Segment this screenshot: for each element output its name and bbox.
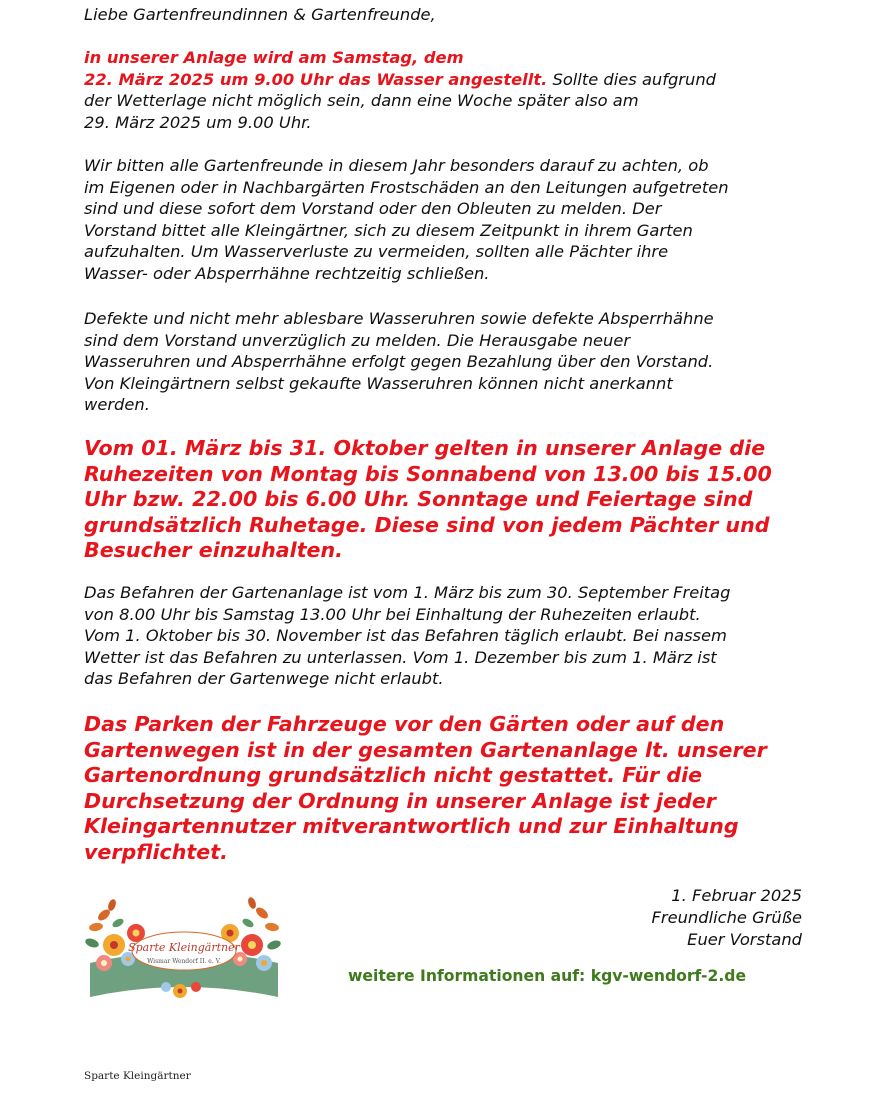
meter-line: werden.	[84, 395, 150, 415]
frost-line: sind und diese sofort dem Vorstand oder den Obleuten zu melden. Der	[84, 199, 662, 219]
meter-line: Wasseruhren und Absperrhähne erfolgt gegen Bezahlung über den Vorstand.	[84, 352, 714, 372]
signature-block	[652, 885, 802, 950]
frost-line: im Eigenen oder in Nachbargärten Frostschäden an den Leitungen aufgetreten	[84, 177, 729, 197]
driving-paragraph	[84, 582, 814, 690]
sender-name: Euer Vorstand	[687, 929, 802, 949]
driving-line: Wetter ist das Befahren zu unterlassen. Vom 1. Dezember bis zum 1. März ist	[84, 647, 717, 667]
quiet-line: Besucher einzuhalten.	[84, 538, 343, 563]
greeting: Liebe Gartenfreundinnen & Gartenfreunde,	[84, 5, 436, 24]
quiet-line: Vom 01. März bis 31. Oktober gelten in unserer Anlage die	[84, 436, 766, 460]
water-notice-line-3: der Wetterlage nicht möglich sein, dann eine Woche später also am	[84, 91, 639, 111]
frost-line: Wir bitten alle Gartenfreunde in diesem Jahr besonders darauf zu achten, ob	[84, 156, 709, 175]
driving-line: von 8.00 Uhr bis Samstag 13.00 Uhr bei Einhaltung der Ruhezeiten erlaubt.	[84, 604, 701, 624]
meter-line: Defekte und nicht mehr ablesbare Wasseruhren sowie defekte Absperrhähne	[84, 309, 714, 328]
parking-line: Durchsetzung der Ordnung in unserer Anlage ist jeder	[84, 788, 716, 813]
page-footer: Sparte Kleingärtner	[84, 1070, 191, 1082]
meter-line: Von Kleingärtnern selbst gekaufte Wasseruhren können nicht anerkannt	[84, 373, 673, 393]
frost-line: Wasser- oder Absperrhähne rechtzeitig schließen.	[84, 263, 490, 283]
parking-line: verpflichtet.	[84, 839, 228, 864]
letter-date: 1. Februar 2025	[671, 886, 802, 905]
quiet-line: Uhr bzw. 22.00 bis 6.00 Uhr. Sonntage und Feiertage sind	[84, 487, 753, 512]
water-notice-line-4: 29. März 2025 um 9.00 Uhr.	[84, 112, 312, 132]
driving-line: Vom 1. Oktober bis 30. November ist das Befahren täglich erlaubt. Bei nassem	[84, 626, 727, 646]
meter-line: sind dem Vorstand unverzüglich zu melden. Die Herausgabe neuer	[84, 330, 631, 350]
water-notice-line-2-rest: Sollte dies aufgrund	[547, 69, 716, 89]
frost-line: Vorstand bittet alle Kleingärtner, sich zu diesem Zeitpunkt in ihrem Garten	[84, 220, 693, 240]
parking-line: Kleingartennutzer mitverantwortlich und zur Einhaltung	[84, 814, 739, 839]
frost-line: aufzuhalten. Um Wasserverluste zu vermeiden, sollten alle Pächter ihre	[84, 242, 669, 262]
quiet-hours-notice	[84, 436, 814, 564]
frost-paragraph	[84, 155, 814, 285]
parking-line: Gartenordnung grundsätzlich nicht gestattet. Für die	[84, 763, 703, 788]
website-info: weitere Informationen auf: kgv-wendorf-2.de	[348, 967, 747, 985]
water-notice-line-1: in unserer Anlage wird am Samstag, dem	[84, 48, 464, 67]
quiet-line: Ruhezeiten von Montag bis Sonnabend von 13.00 bis 15.00	[84, 461, 772, 486]
water-notice-date: 22. März 2025 um 9.00 Uhr das Wasser angestellt.	[84, 69, 548, 89]
parking-notice	[84, 712, 814, 866]
logo-text-line-1: Sparte Kleingärtner	[128, 941, 240, 954]
driving-line: Das Befahren der Gartenanlage ist vom 1. März bis zum 30. September Freitag	[84, 583, 731, 602]
parking-line: Das Parken der Fahrzeuge vor den Gärten oder auf den	[84, 712, 725, 736]
parking-line: Gartenwegen ist in der gesamten Gartenanlage lt. unserer	[84, 737, 767, 762]
club-logo	[84, 893, 284, 1003]
closing-greeting: Freundliche Grüße	[651, 907, 802, 927]
water-meter-paragraph	[84, 308, 814, 416]
water-notice	[84, 47, 814, 133]
quiet-line: grundsätzlich Ruhetage. Diese sind von jedem Pächter und	[84, 512, 770, 537]
logo-text-line-2: Wismar Wendorf II. e. V.	[147, 958, 221, 965]
driving-line: das Befahren der Gartenwege nicht erlaubt.	[84, 669, 444, 689]
